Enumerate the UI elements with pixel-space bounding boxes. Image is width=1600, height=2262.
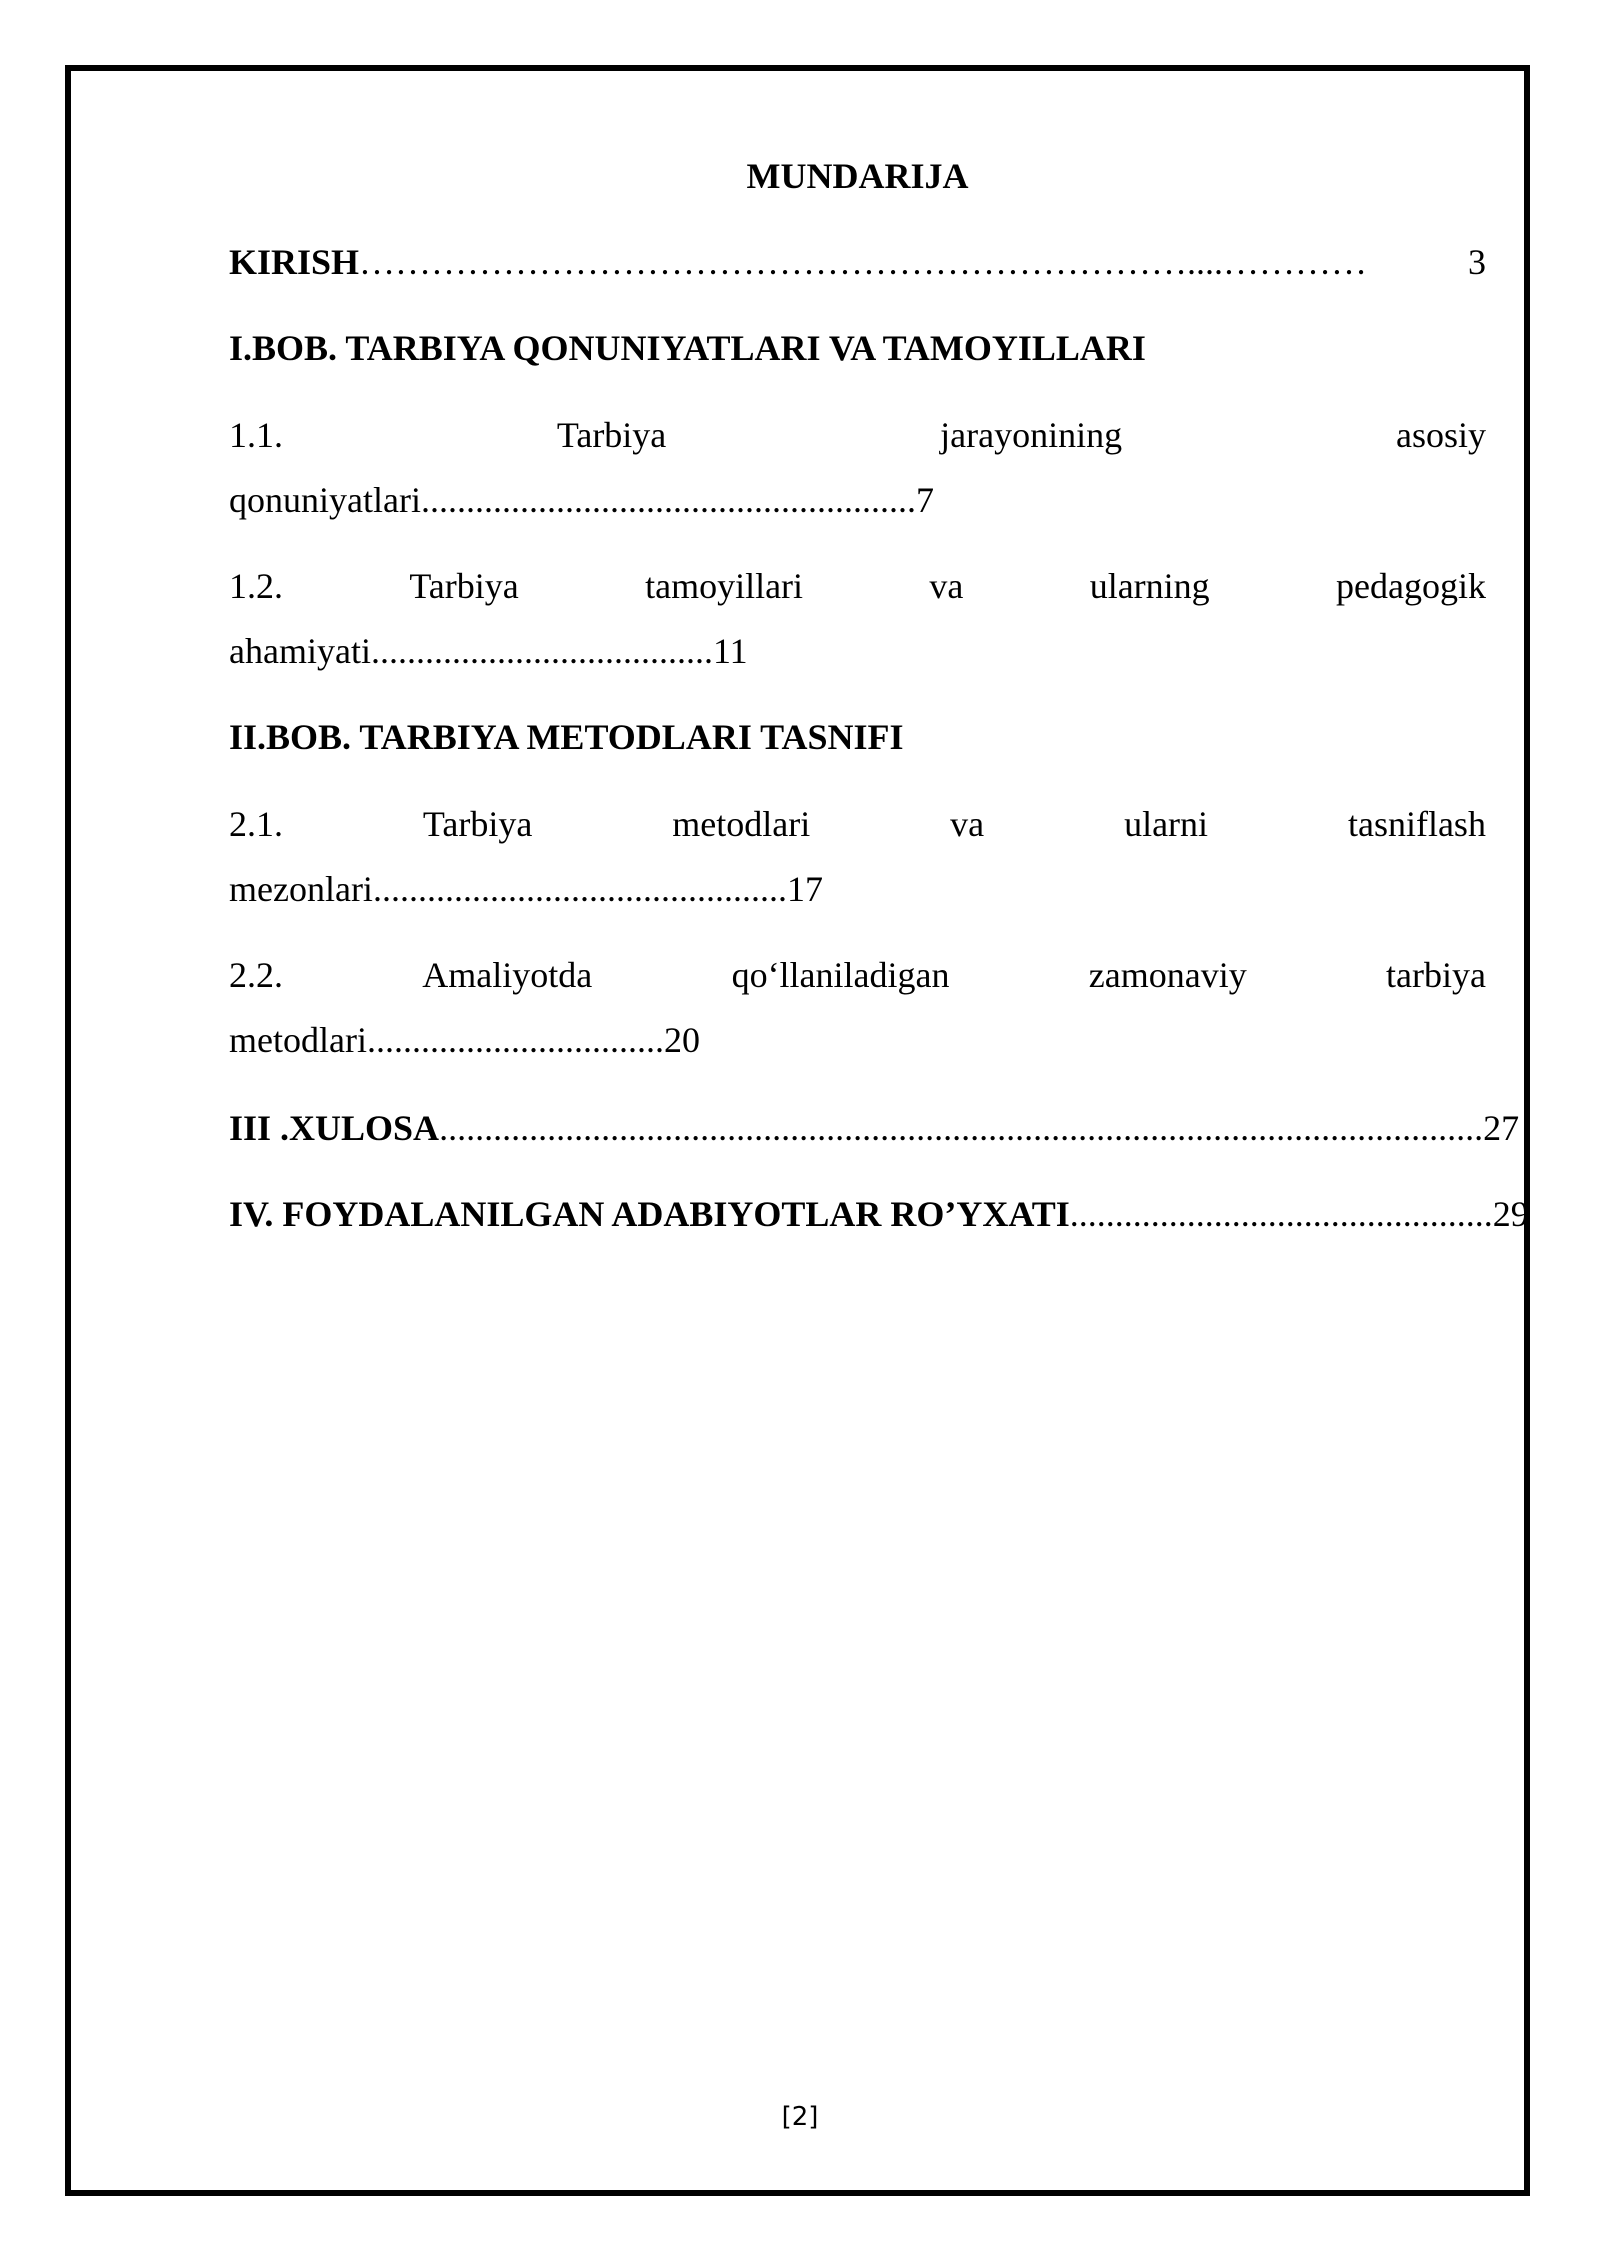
toc-page-number: 29 <box>1492 1194 1529 1234</box>
toc-entry-2-1-continued[interactable] <box>229 869 1486 909</box>
toc-entry-label: metodlari <box>229 1020 367 1060</box>
toc-entry-label: KIRISH <box>229 242 360 282</box>
toc-leader-dots: ……………………………………………………………....………… <box>359 242 1368 282</box>
toc-word: pedagogik <box>1336 566 1486 606</box>
toc-entry-intro[interactable] <box>229 242 1486 282</box>
toc-entry-2-2-continued[interactable] <box>229 1020 1486 1060</box>
toc-word: qo‘llaniladigan <box>731 955 950 995</box>
toc-word: ularni <box>1124 804 1209 844</box>
toc-page-number: 17 <box>786 869 823 909</box>
toc-entry-1-2[interactable] <box>229 566 1486 606</box>
toc-chapter-1[interactable]: I.BOB. TARBIYA QONUNIYATLARI VA TAMOYILLARI <box>229 328 1146 368</box>
footer-page-number: [2] <box>781 2102 819 2132</box>
toc-word: Tarbiya <box>556 415 667 455</box>
toc-entry-conclusion[interactable] <box>229 1108 1520 1148</box>
toc-entry-2-2[interactable] <box>229 955 1486 995</box>
toc-page-number: 27 <box>1483 1108 1520 1148</box>
toc-entry-1-2-continued[interactable] <box>229 631 1486 671</box>
toc-word: tarbiya <box>1386 955 1486 995</box>
toc-page-number: 11 <box>712 631 748 671</box>
toc-word: va <box>929 566 964 606</box>
toc-leader-dots: ................................. <box>366 1020 664 1060</box>
toc-word: zamonaviy <box>1088 955 1247 995</box>
toc-entry-label: mezonlari <box>229 869 373 909</box>
toc-entry-label: ahamiyati <box>229 631 371 671</box>
toc-page-number: 3 <box>1468 242 1486 282</box>
toc-word: metodlari <box>672 804 811 844</box>
toc-leader-dots: ............................................... <box>1069 1194 1493 1234</box>
toc-entry-label: IV. FOYDALANILGAN ADABIYOTLAR RO’YXATI <box>229 1194 1070 1234</box>
toc-word: 2.1. <box>229 804 283 844</box>
toc-word: 1.1. <box>229 415 283 455</box>
toc-word: 2.2. <box>229 955 283 995</box>
toc-word: ularning <box>1089 566 1210 606</box>
toc-leader-dots: .............................................. <box>372 869 787 909</box>
toc-word: tasniflash <box>1347 804 1486 844</box>
toc-word: tamoyillari <box>645 566 804 606</box>
toc-title: MUNDARIJA <box>746 156 969 196</box>
toc-entry-references[interactable] <box>229 1194 1529 1234</box>
toc-word: Tarbiya <box>422 804 533 844</box>
toc-leader-dots: ...................................... <box>370 631 713 671</box>
toc-entry-label: qonuniyatlari <box>229 480 421 520</box>
toc-leader-dots: .................................................................................................................... <box>439 1108 1484 1148</box>
toc-entry-2-1[interactable] <box>229 804 1486 844</box>
toc-page-number: 7 <box>915 480 934 520</box>
toc-word: Amaliyotda <box>422 955 593 995</box>
toc-chapter-2[interactable]: II.BOB. TARBIYA METODLARI TASNIFI <box>229 717 904 757</box>
toc-entry-1-1[interactable] <box>229 415 1486 455</box>
toc-word: Tarbiya <box>409 566 519 606</box>
toc-word: asosiy <box>1395 415 1486 455</box>
toc-leader-dots: ....................................................... <box>420 480 916 520</box>
toc-page-number: 20 <box>663 1020 700 1060</box>
toc-word: 1.2. <box>229 566 283 606</box>
toc-word: jarayonining <box>940 415 1123 455</box>
toc-entry-label: III .XULOSA <box>229 1108 440 1148</box>
toc-word: va <box>950 804 985 844</box>
toc-entry-1-1-continued[interactable] <box>229 480 1486 520</box>
